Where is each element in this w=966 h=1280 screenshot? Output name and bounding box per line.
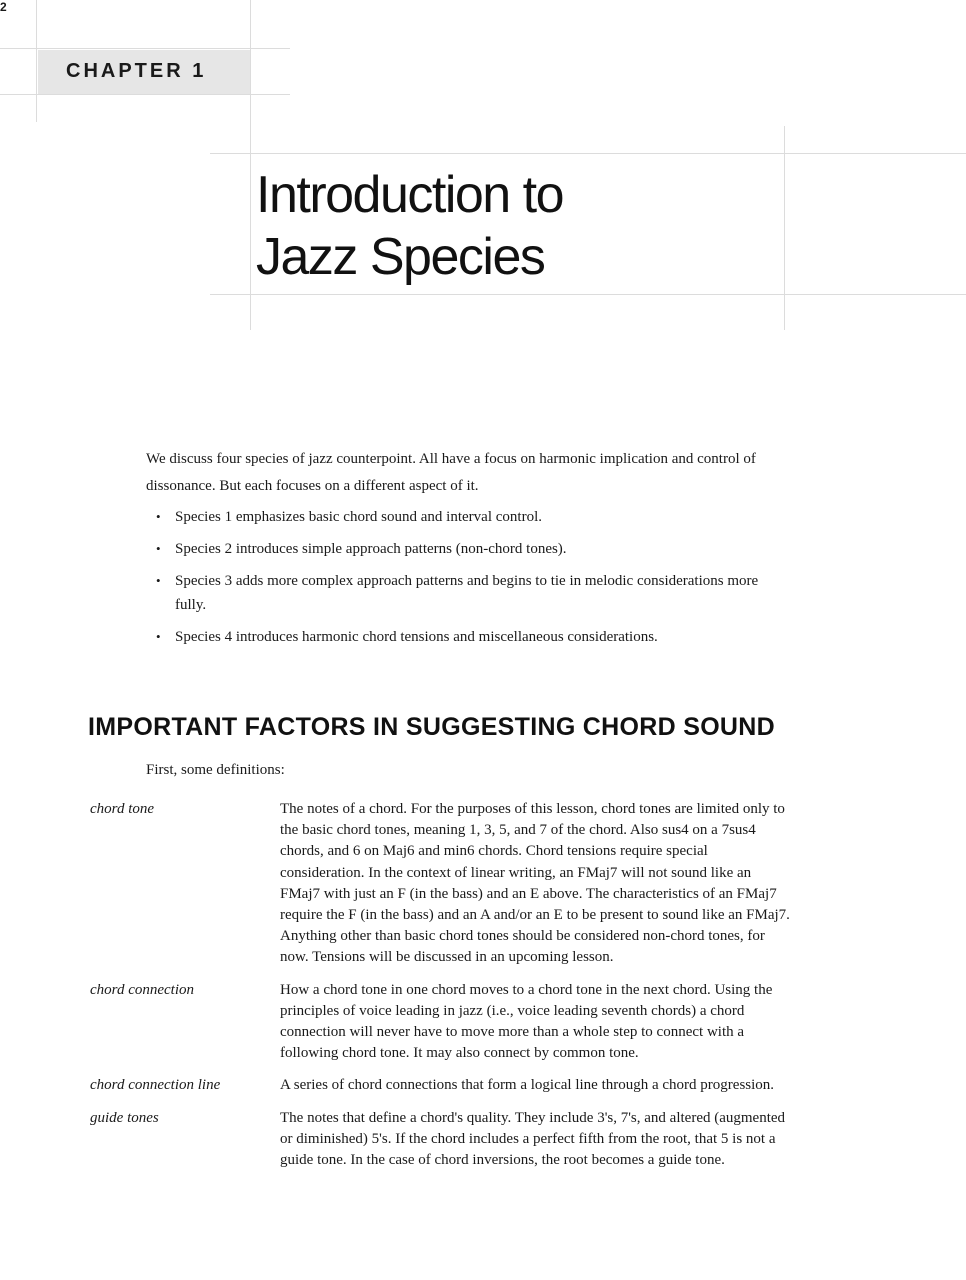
grid-line (210, 153, 966, 154)
list-item: • Species 4 introduces harmonic chord tensions and miscellaneous considerations. (156, 625, 776, 649)
definition-text: The notes of a chord. For the purposes of this lesson, chord tones are limited only to the basic chord tones, meaning 1, 3, 5, and 7 of the chord. Also sus4 on a 7sus4 chords, and 6 on Maj6 and min6 chords. Chord tensions require special consideration. In the context of linear writing, an FMaj7 will not sound like an FMaj7 with just an F (in the bass) and an E above. The characteristics of an FMaj7 require the F (in the bass) and an A and/or an E to be present to sound like an FMaj7. Anything other than basic chord tones should be considered non-chord tones, for now. Tensions will be discussed in an upcoming lesson. (280, 801, 790, 966)
definitions-list (90, 799, 790, 1182)
grid-line (210, 294, 966, 295)
section-heading: IMPORTANT FACTORS IN SUGGESTING CHORD SOUND (88, 713, 775, 741)
page-number: 2 (0, 0, 7, 14)
definition-row (90, 799, 790, 969)
list-item: • Species 1 emphasizes basic chord sound and interval control. (156, 505, 776, 529)
chapter-title (256, 164, 563, 288)
definition-row (90, 980, 790, 1065)
intro-paragraph: We discuss four species of jazz counterpoint. All have a focus on harmonic implication and control of dissonance. But each focuses on a different aspect of it. (146, 451, 756, 494)
definition-row (90, 1075, 790, 1096)
definition-text: How a chord tone in one chord moves to a chord tone in the next chord. Using the principles of voice leading in jazz (i.e., voice leading seventh chords) a chord connection will never have to move more than a whole step to connect with a following chord tone. It may also connect by common tone. (280, 981, 773, 1062)
grid-line (36, 0, 37, 122)
definition-term: chord connection line (90, 1077, 221, 1094)
definition-term: chord tone (90, 801, 155, 817)
grid-line (784, 126, 785, 330)
chapter-title-line: Jazz Species (256, 228, 545, 286)
grid-line (0, 48, 290, 49)
definitions-intro: First, some definitions: (146, 762, 285, 778)
definition-row (90, 1108, 790, 1172)
definition-text: A series of chord connections that form a logical line through a chord progression. (280, 1077, 775, 1094)
list-item: • Species 3 adds more complex approach patterns and begins to tie in melodic considerations more fully. (156, 569, 776, 617)
definition-text: The notes that define a chord's quality. They include 3's, 7's, and altered (augmented or diminished) 5's. If the chord includes a perfect fifth from the root, that 5 is not a guide tone. In the case of chord inversions, the root becomes a guide tone. (280, 1109, 786, 1169)
definition-term: guide tones (90, 1109, 159, 1126)
definition-term: chord connection (90, 981, 194, 998)
chapter-title-line: Introduction to (256, 166, 564, 224)
species-list (156, 505, 776, 657)
grid-line (0, 94, 290, 95)
list-item: • Species 2 introduces simple approach patterns (non-chord tones). (156, 537, 776, 561)
chapter-label: CHAPTER 1 (66, 60, 207, 82)
grid-line (250, 0, 251, 330)
